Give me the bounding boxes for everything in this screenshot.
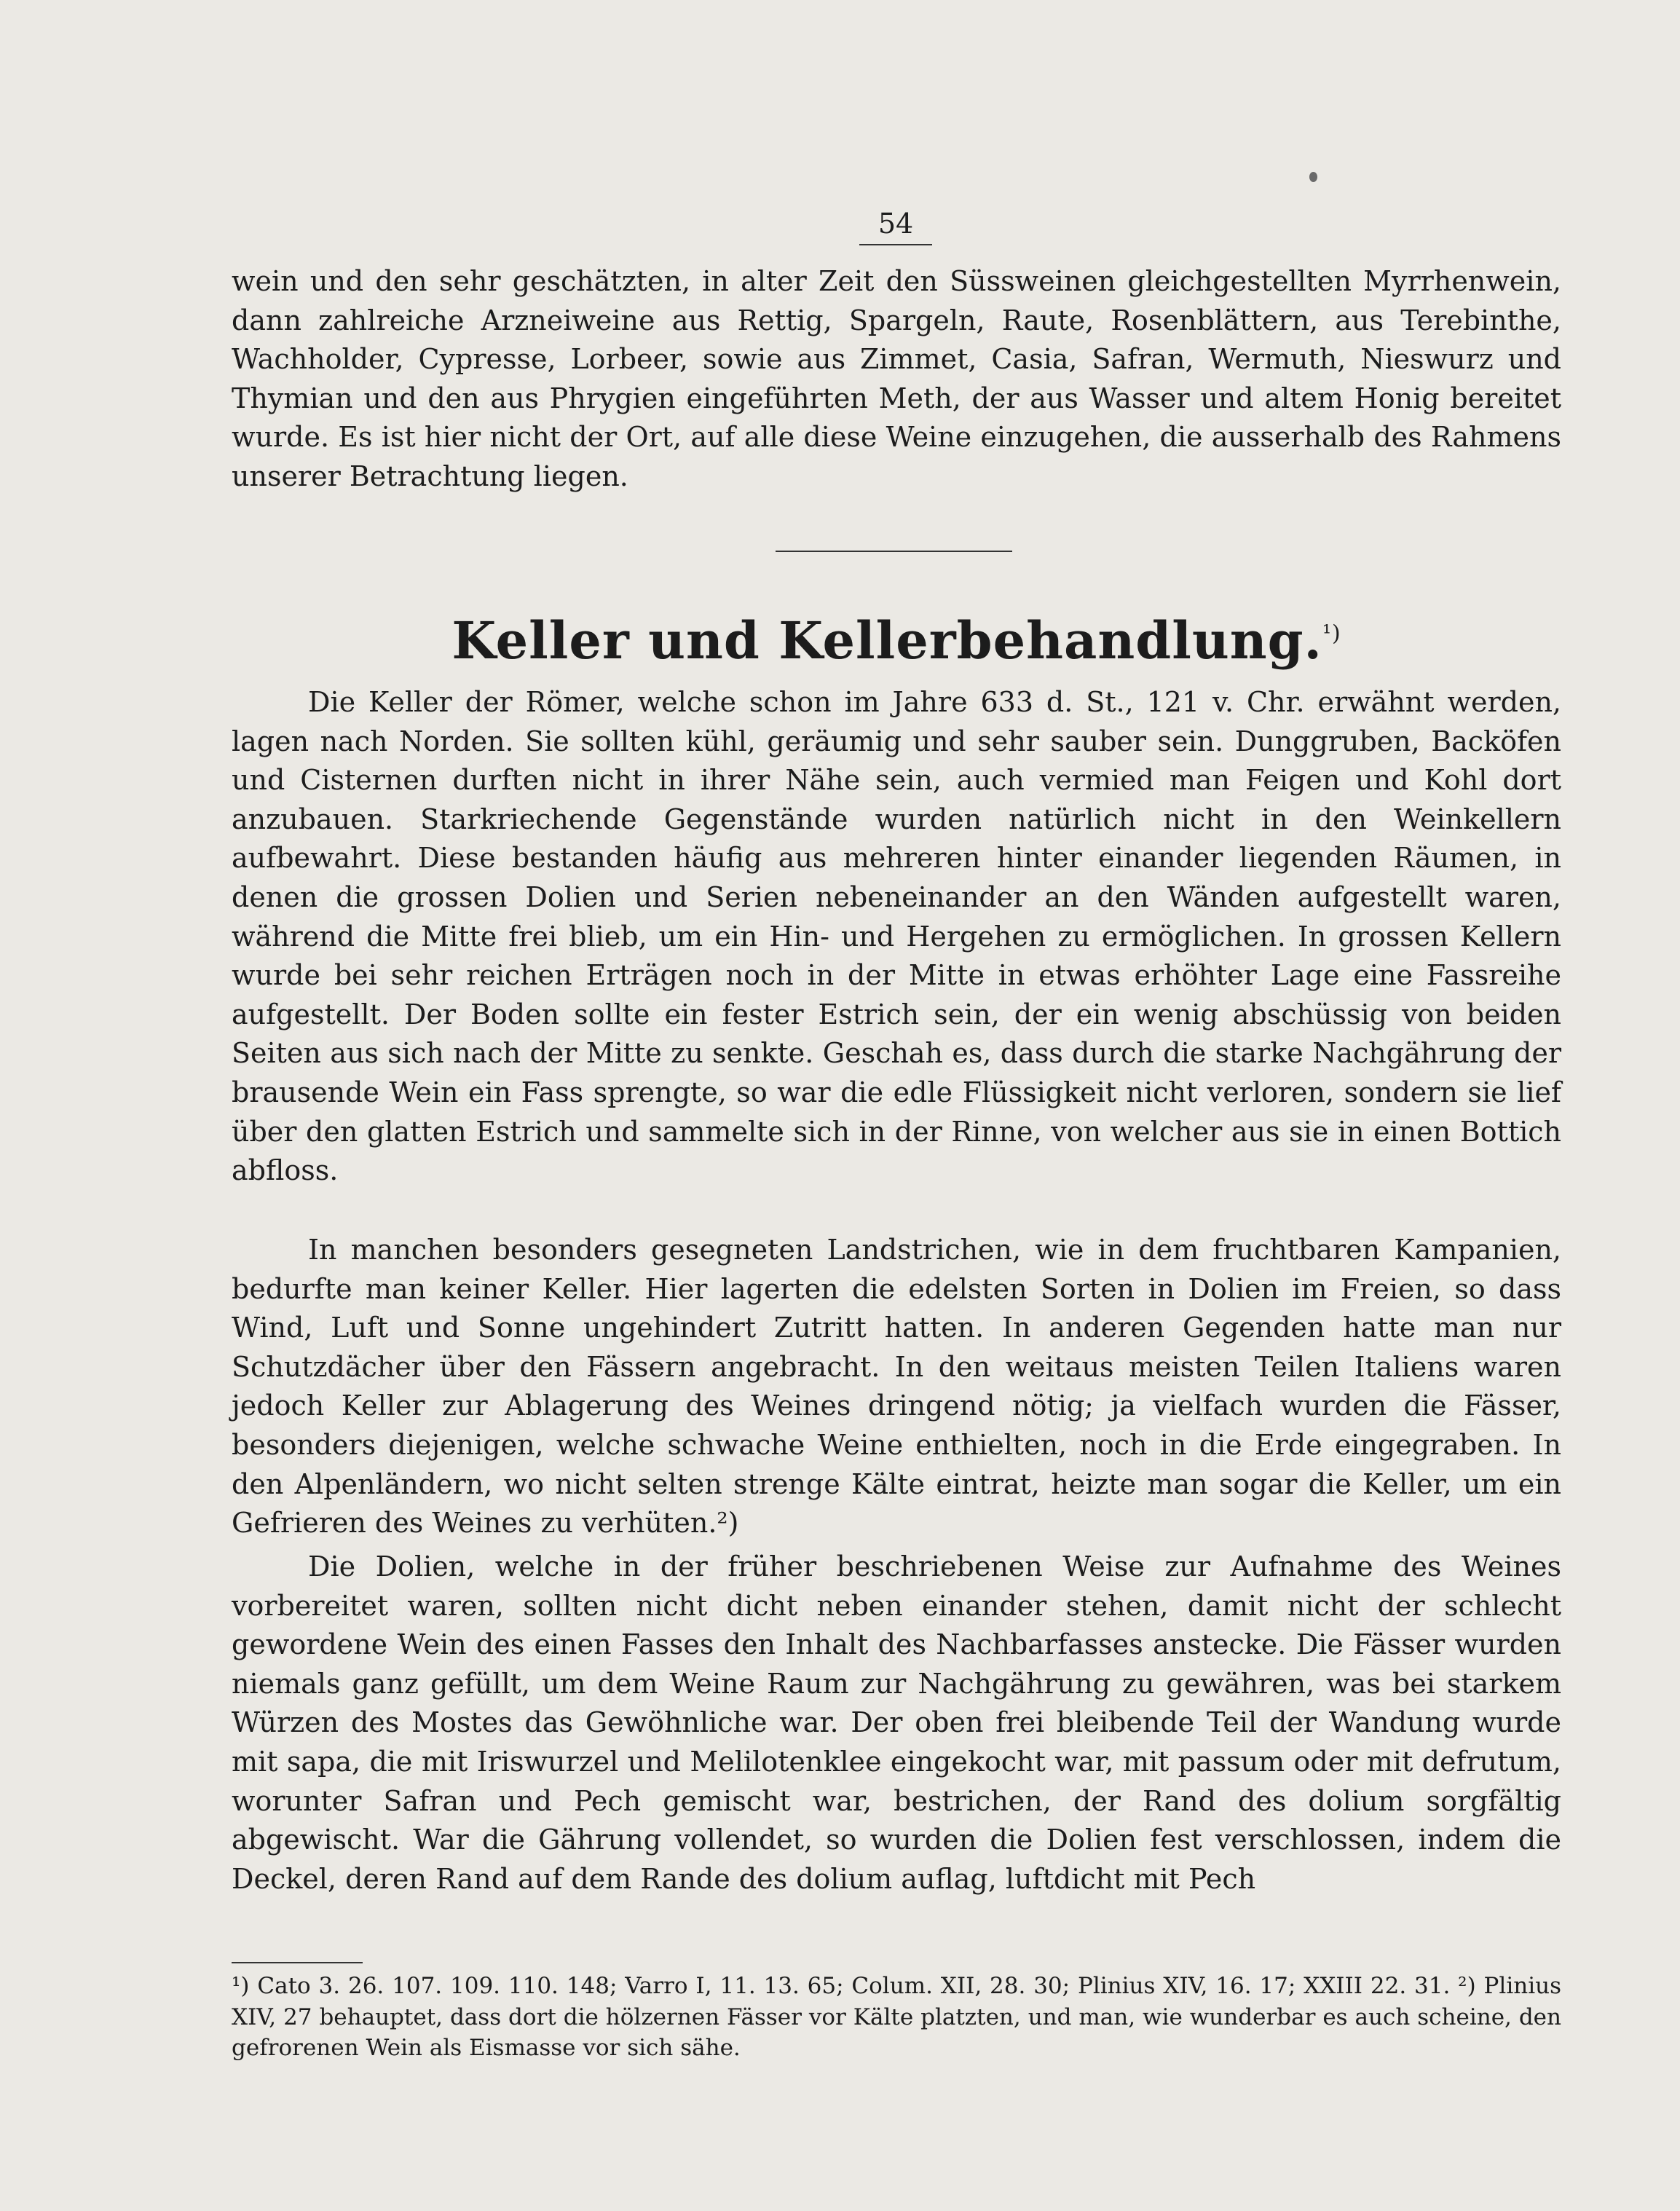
paragraph: Die Dolien, welche in der früher beschriebenen Weise zur Aufnahme des Weines vorbereitet waren, sollten nicht dicht neben einander stehen, damit nicht der schlecht gewordene Wein des einen Fasses den Inhalt des Nachbarfasses anstecke. Die Fässer wurden niemals ganz gefüllt, um dem Weine Raum zur Nachgährung zu gewähren, was bei starkem Würzen des Mostes das Gewöhnliche war. Der oben frei bleibende Teil der Wandung wurde mit sapa, die mit Iriswurzel und Melilotenklee eingekocht war, mit passum oder mit defrutum, worunter Safran und Pech gemischt war, bestrichen, der Rand des dolium sorgfältig abgewischt. War die Gährung vollendet, so wurden die Dolien fest verschlossen, indem die Deckel, deren Rand auf dem Rande des dolium auflag, luftdicht mit Pech bbox=[232, 1550, 1561, 1895]
page-number: 54 bbox=[859, 208, 932, 245]
ink-speck bbox=[1309, 172, 1317, 182]
section-heading-text: Keller und Kellerbehandlung. bbox=[451, 610, 1322, 671]
section-divider bbox=[776, 551, 1012, 552]
paragraph-continued: wein und den sehr geschätzten, in alter Zeit den Süssweinen gleichgestellten Myrrhenwein, dann zahlreiche Arzneiweine aus Rettig, Spargeln, Raute, Rosenblättern, aus Terebinthe, Wachholder, Cypresse, Lorbeer, sowie aus Zimmet, Casia, Safran, Wermuth, Nieswurz und Thymian und den aus Phrygien eingeführten Meth, der aus Wasser und altem Honig bereitet wurde. Es ist hier nicht der Ort, auf alle diese Weine einzugehen, die ausserhalb des Rahmens unserer Betrachtung liegen. bbox=[232, 265, 1561, 492]
section-heading bbox=[232, 610, 1561, 671]
paragraph: Die Keller der Römer, welche schon im Jahre 633 d. St., 121 v. Chr. erwähnt werden, lagen nach Norden. Sie sollten kühl, geräumig und sehr sauber sein. Dunggruben, Backöfen und Cisternen durften nicht in ihrer Nähe sein, auch vermied man Feigen und Kohl dort anzubauen. Starkriechende Gegenstände wurden natürlich nicht in den Weinkellern aufbewahrt. Diese bestanden häufig aus mehreren hinter einander liegenden Räumen, in denen die grossen Dolien und Serien nebeneinander an den Wänden aufgestellt waren, während die Mitte frei blieb, um ein Hin- und Hergehen zu ermöglichen. In grossen Kellern wurde bei sehr reichen Erträgen noch in der Mitte in etwas erhöhter Lage eine Fassreihe aufgestellt. Der Boden sollte ein fester Estrich sein, der ein wenig abschüssig von beiden Seiten aus sich nach der Mitte zu senkte. Geschah es, dass durch die starke Nachgährung der brausende Wein ein Fass sprengte, so war die edle Flüssigkeit nicht verloren, sondern sie lief über den glatten Estrich und sammelte sich in der Rinne, von welcher aus sie in einen Bottich abfloss. bbox=[232, 686, 1561, 1187]
footnotes: ¹) Cato 3. 26. 107. 109. 110. 148; Varro I, 11. 13. 65; Colum. XII, 28. 30; Plinius XIV, 16. 17; XXIII 22. 31. ²) Plinius XIV, 27 behauptet, dass dort die hölzernen Fässer vor Kälte platzten, und man, wie wunderbar es auch scheine, den gefrorenen Wein als Eismasse vor sich sähe. bbox=[232, 1973, 1561, 2061]
footnote-divider bbox=[232, 1962, 363, 1963]
section-heading-footnote-marker: ¹) bbox=[1322, 620, 1341, 647]
paragraph: In manchen besonders gesegneten Landstrichen, wie in dem fruchtbaren Kampanien, bedurfte man keiner Keller. Hier lagerten die edelsten Sorten in Dolien im Freien, so dass Wind, Luft und Sonne ungehindert Zutritt hatten. In anderen Gegenden hatte man nur Schutzdächer über den Fässern angebracht. In den weitaus meisten Teilen Italiens waren jedoch Keller zur Ablagerung des Weines dringend nötig; ja vielfach wurden die Fässer, besonders diejenigen, welche schwache Weine enthielten, noch in die Erde eingegraben. In den Alpenländern, wo nicht selten strenge Kälte eintrat, heizte man sogar die Keller, um ein Gefrieren des Weines zu verhüten.²) bbox=[232, 1234, 1561, 1540]
